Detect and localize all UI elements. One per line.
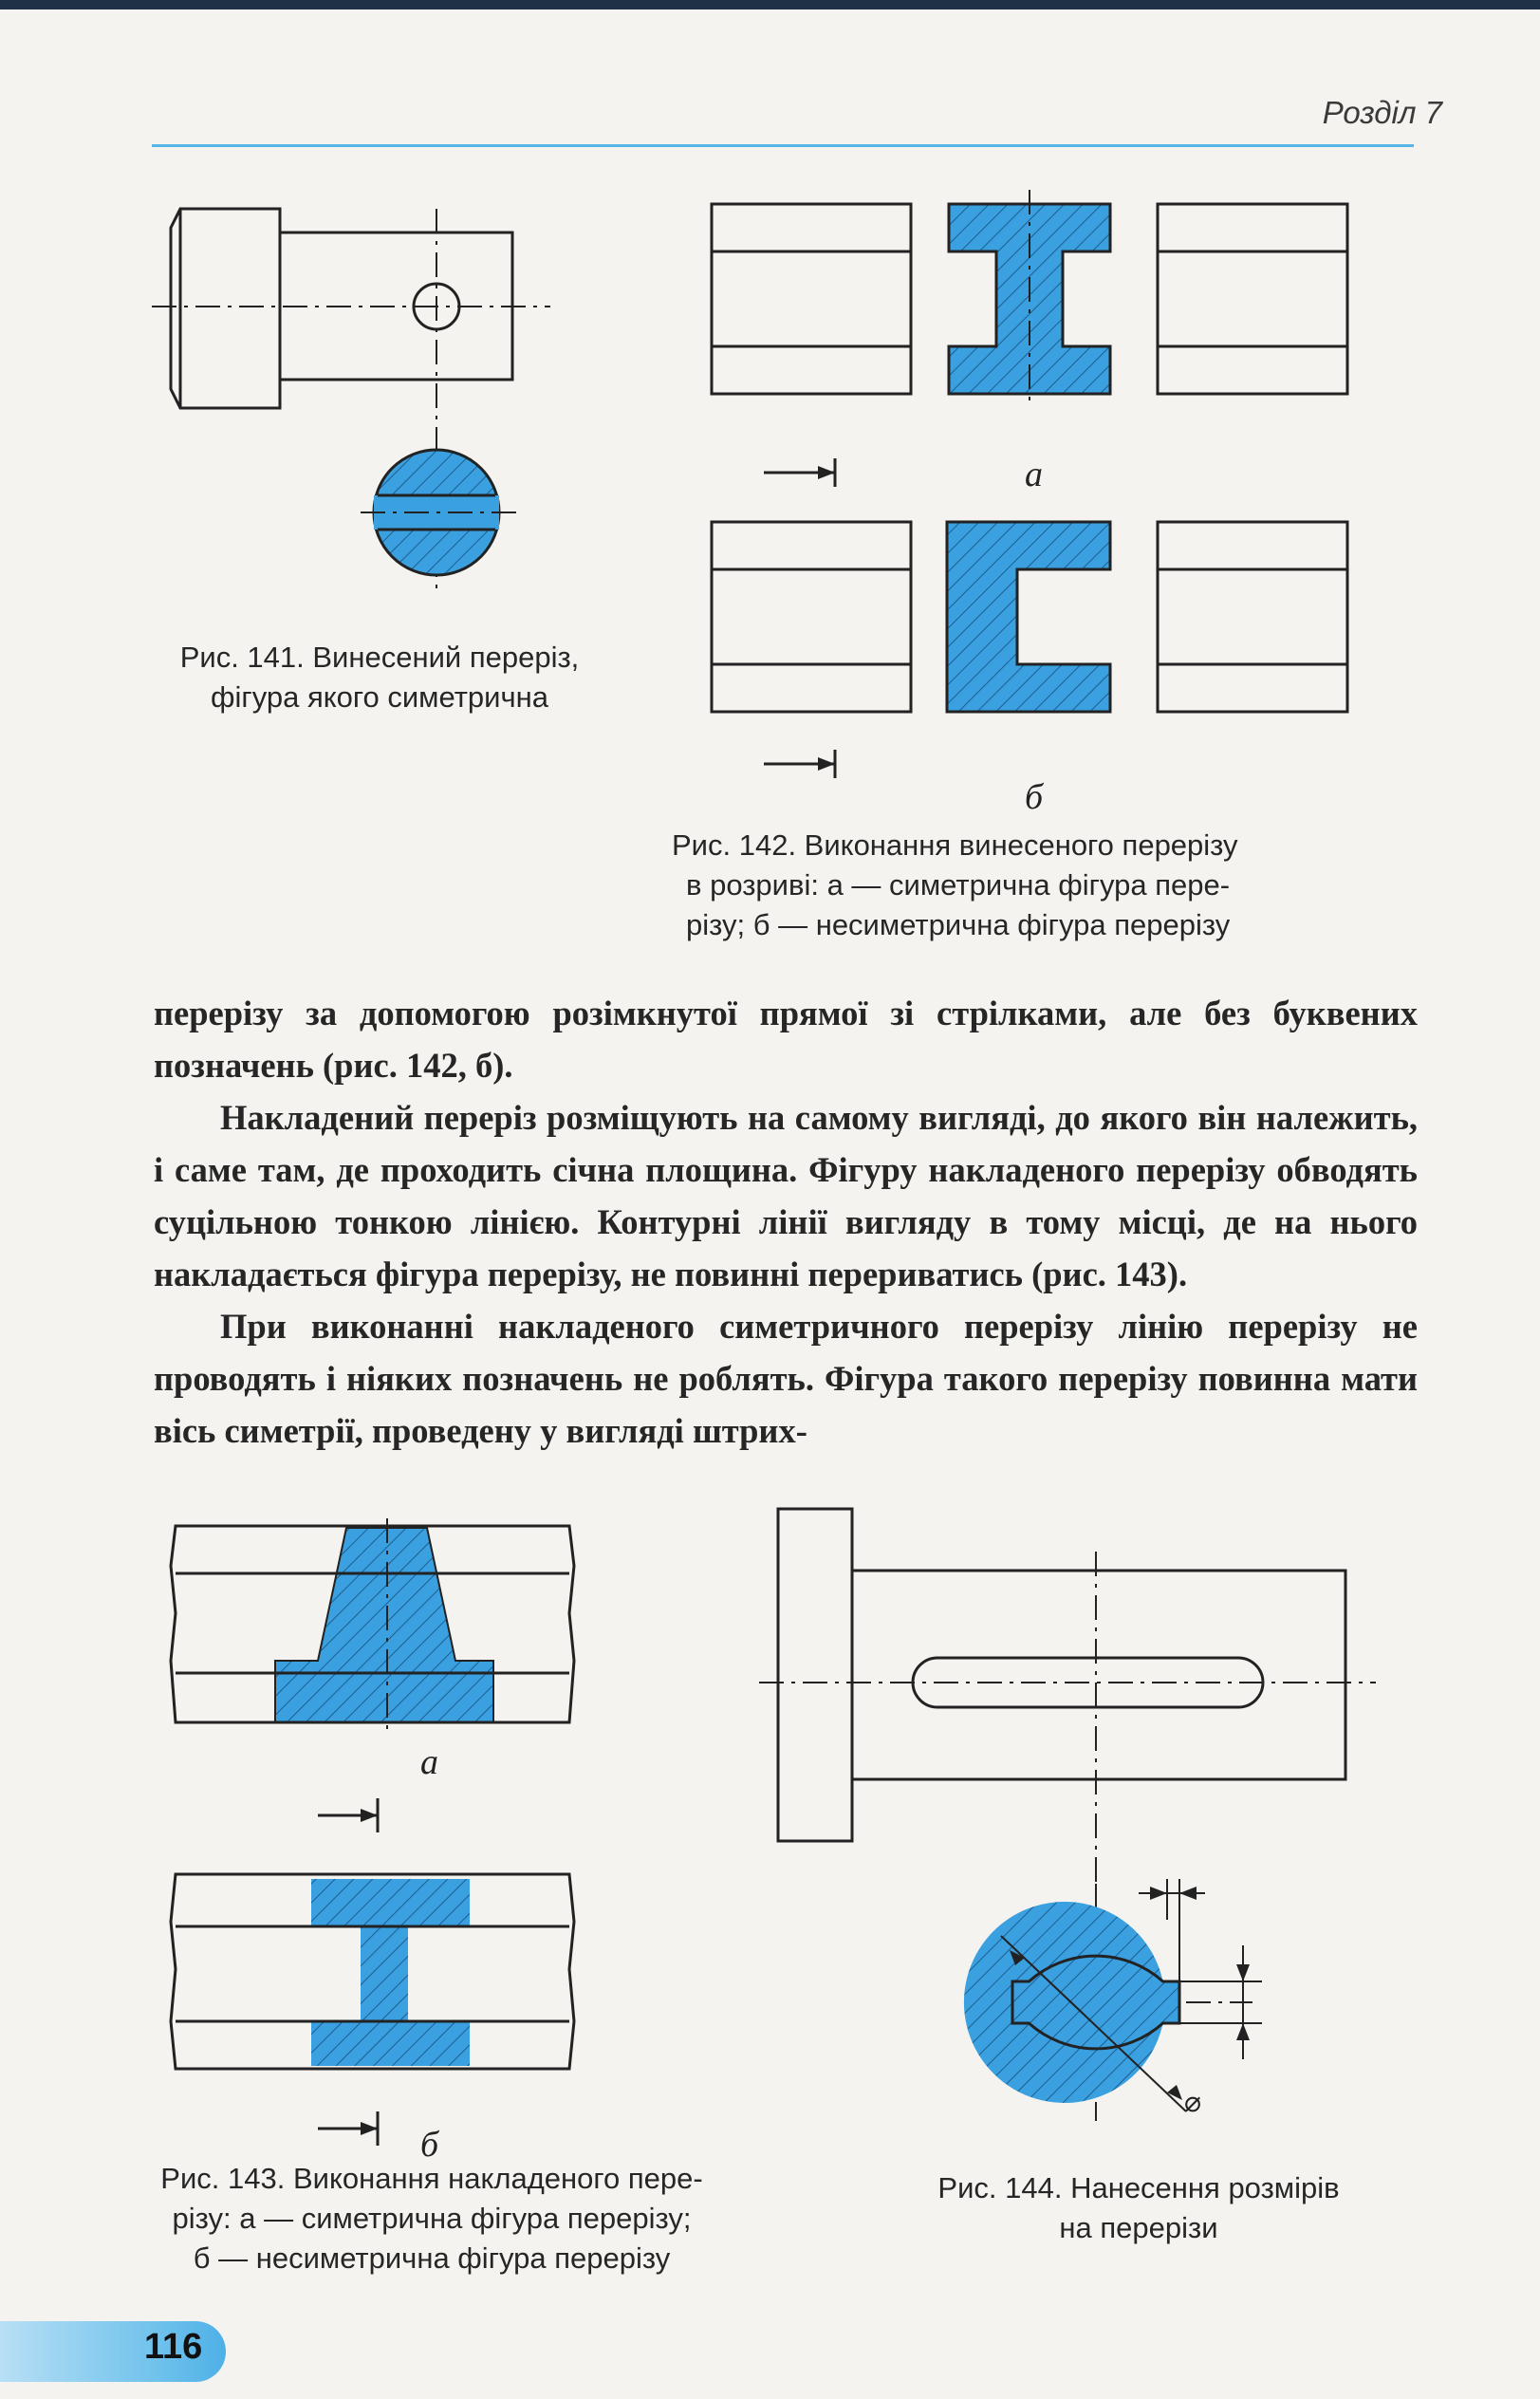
figure-143b-drawing (171, 1798, 588, 2159)
figure-143b-label: б (420, 2125, 439, 2165)
paragraph: При виконанні накладеного симетричного перерізу лінію перерізу не проводять і ніяких позначень не роблять. Фігура такого перерізу повинна мати вісь симетрії, проведену у вигляді штрих- (154, 1307, 1418, 1450)
figure-142-caption-line: Рис. 142. Виконання винесеного перерізу (672, 828, 1238, 862)
figure-143-caption-line: різу: а — симетрична фігура перерізу; (172, 2202, 692, 2235)
figure-144-drawing (759, 1504, 1423, 2130)
figure-142b-label: б (1025, 777, 1044, 817)
figure-142-caption (672, 826, 1421, 945)
figure-143-caption-line: б — несиметрична фігура перерізу (193, 2241, 671, 2275)
figure-143a-drawing (171, 1518, 588, 1727)
figure-143a-label: а (420, 1742, 438, 1782)
header-rule (152, 144, 1414, 147)
figure-143b (171, 1798, 588, 2159)
figure-142b (702, 441, 1357, 783)
figure-144-caption (873, 2168, 1404, 2248)
page-number: 116 (144, 2327, 203, 2367)
figure-142-caption-line: в розриві: а — симетрична фігура пере- (686, 868, 1231, 902)
figure-142a (702, 190, 1357, 408)
figure-142a-drawing (702, 190, 1357, 408)
paragraph: Накладений переріз розміщують на самому вигляді, до якого він належить, і саме там, де проходить січна площина. Фігуру накладеного перерізу обводять суцільною тонкою лінією. Контурні лінії вигляду в тому місці, де на нього накладається фігура перерізу, не повинні перериватись (рис. 143). (154, 1098, 1418, 1293)
figure-141 (152, 190, 531, 607)
figure-142-caption-line: різу; б — несиметрична фігура перерізу (686, 908, 1231, 941)
diameter-symbol: ⌀ (1184, 2087, 1202, 2118)
paragraph: перерізу за допомогою розімкнутої прямої зі стрілками, але без буквених позначень (рис. 142, б). (154, 994, 1418, 1085)
figure-141-drawing (152, 190, 531, 607)
figure-144-caption-line: Рис. 144. Нанесення розмірів (937, 2171, 1340, 2204)
figure-142b-drawing (702, 441, 1357, 783)
figure-142a-label: а (1025, 455, 1043, 494)
figure-143-caption-line: Рис. 143. Виконання накладеного пере- (160, 2162, 703, 2195)
body-text (154, 987, 1418, 1457)
figure-143a (171, 1518, 588, 1727)
figure-143-caption (133, 2159, 731, 2278)
top-border (0, 0, 1540, 9)
section-header: Розділ 7 (1322, 95, 1442, 130)
figure-144 (759, 1504, 1423, 2130)
figure-144-caption-line: на перерізи (1059, 2211, 1218, 2244)
figure-141-caption: Рис. 141. Винесений переріз, фігура якого симетрична (179, 641, 580, 714)
